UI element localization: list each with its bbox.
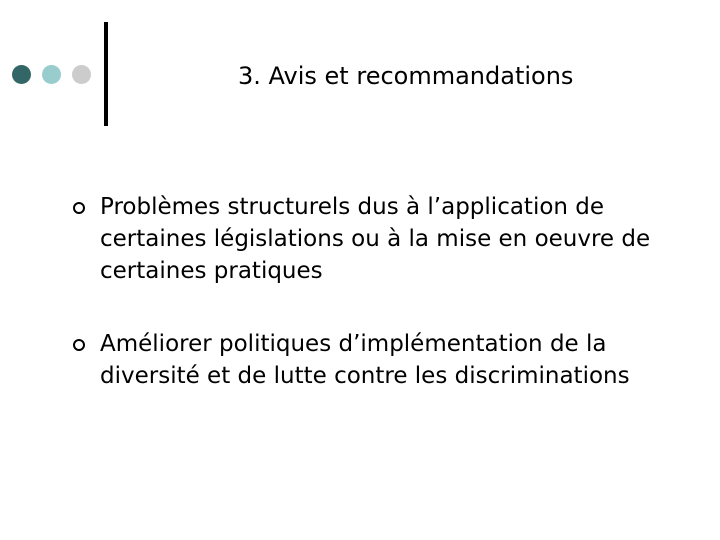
decorative-dot-dark — [12, 65, 31, 84]
slide-title: 3. Avis et recommandations — [238, 62, 574, 90]
bullet-circle-icon — [73, 339, 85, 351]
bullet-item — [100, 191, 660, 287]
bullet-text: Problèmes structurels dus à l’application de certaines législations ou à la mise en oeuvre de certaines pratiques — [100, 194, 651, 284]
decorative-dot-light — [42, 65, 61, 84]
decorative-dot-gray — [72, 65, 91, 84]
bullet-circle-icon — [73, 202, 85, 214]
bullet-item — [100, 328, 660, 392]
bullet-text: Améliorer politiques d’implémentation de la diversité et de lutte contre les discriminations — [100, 331, 630, 389]
title-divider — [104, 22, 108, 126]
